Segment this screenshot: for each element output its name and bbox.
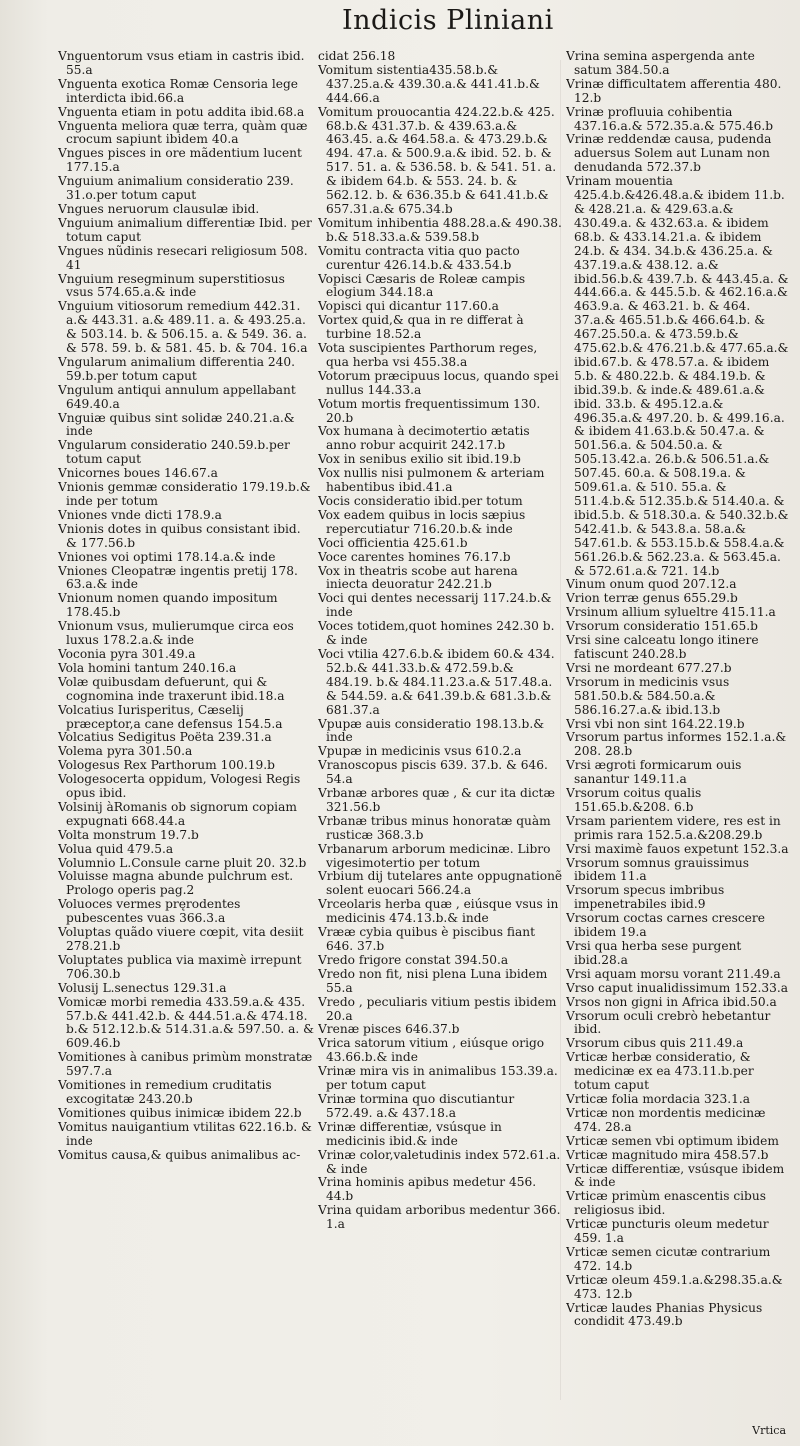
- index-entry: Volæ quibusdam defuerunt, qui & cognomina inde traxerunt ibid.18.a: [58, 674, 285, 703]
- index-entry: Vniones Cleopatræ ingentis pretij 178. 63.a.& inde: [58, 563, 298, 592]
- index-entry: Vrsos non gigni in Africa ibid.50.a: [566, 994, 777, 1009]
- index-entry: Vrticæ laudes Phanias Physicus condidit 473.49.b: [566, 1300, 763, 1329]
- index-entry: Voci qui dentes necessarij 117.24.b.& inde: [318, 591, 552, 620]
- index-entry: Vrbanarum arborum medicinæ. Libro vigesimotertio per totum: [318, 841, 551, 870]
- index-entry: Vrsorum cibus quis 211.49.a: [566, 1036, 744, 1051]
- index-entry: Vnguium animalium differentiæ Ibid. per totum caput: [58, 215, 312, 244]
- index-entry: Vrsi qua herba sese purgent ibid.28.a: [566, 939, 742, 967]
- index-entry: Vomitum sistentia435.58.b.& 437.25.a.& 439.30.a.& 441.41.b.& 444.66.a: [318, 62, 540, 105]
- index-entry: Vrsam parientem videre, res est in primis rara 152.5.a.&208.29.b: [566, 813, 781, 842]
- index-entry: Vngues nũdinis resecari religiosum 508. 41: [58, 243, 308, 272]
- index-entry: Vpupæ auis consideratio 198.13.b.& inde: [318, 716, 545, 745]
- index-entry: Volusij L.senectus 129.31.a: [58, 980, 227, 995]
- index-entry: Vredo , peculiaris vitium pestis ibidem 20.a: [318, 994, 557, 1023]
- index-entry: Volema pyra 301.50.a: [58, 744, 193, 759]
- index-entry: Vomitiones à canibus primùm monstratæ 597.7.a: [58, 1050, 313, 1079]
- index-entry: Vopisci qui dicantur 117.60.a: [318, 299, 499, 314]
- index-entry: Vnionis dotes in quibus consistant ibid. & 177.56.b: [58, 521, 301, 550]
- index-entry: Vniones voi optimi 178.14.a.& inde: [58, 549, 276, 564]
- index-entry: Voces totidem,quot homines 242.30 b. & inde: [318, 619, 555, 648]
- index-entry: Vpupæ in medicinis vsus 610.2.a: [318, 744, 522, 759]
- column-divider: [560, 60, 561, 1400]
- index-entry: Vrinæ tormina quo discutiantur 572.49. a.& 437.18.a: [318, 1091, 515, 1120]
- index-entry: Voluoces vermes pręrodentes pubescentes vuas 366.3.a: [58, 897, 241, 926]
- index-entry: Volcatius Sedigitus Poëta 239.31.a: [58, 730, 272, 745]
- index-entry: Vinum onum quod 207.12.a: [566, 577, 737, 592]
- index-entry: Voci vtilia 427.6.b.& ibidem 60.& 434. 52.b.& 441.33.b.& 472.59.b.& 484.19. b.& 484.11.23.a.& 517.48.a. & 544.59. a.& 641.39.b.& 681.3.b.& 681.37.a: [318, 646, 555, 717]
- index-entry: Vrsi ægroti formicarum ouis sanantur 149.11.a: [566, 758, 742, 787]
- index-entry: Vrticæ semen cicutæ contrarium 472. 14.b: [566, 1244, 771, 1273]
- index-entry: Vrbanæ arbores quæ , & cur ita dictæ 321.56.b: [318, 786, 555, 814]
- index-entry: Vopisci Cæsaris de Roleæ campis elogium 344.18.a: [318, 271, 526, 300]
- index-entry: Vox in theatris scobe aut harena iniecta deuoratur 242.21.b: [318, 563, 518, 592]
- index-entry: Voconia pyra 301.49.a: [58, 646, 196, 661]
- index-entry: Voce carentes homines 76.17.b: [318, 549, 511, 564]
- index-entry: Vrææ cybia quibus è piscibus fiant 646. 37.b: [318, 925, 535, 953]
- index-entry: cidat 256.18: [318, 50, 396, 63]
- index-entry: Volsinij àRomanis ob signorum copiam expugnati 668.44.a: [58, 799, 297, 828]
- running-title: Indicis Pliniani: [342, 5, 554, 36]
- index-entry: Vrsorum somnus grauissimus ibidem 11.a: [566, 855, 750, 884]
- index-entry: Vrinæ profluuia cohibentia 437.16.a.& 572.35.a.& 575.46.b: [566, 104, 774, 133]
- index-entry: Vrinæ color,valetudinis index 572.61.a. & inde: [318, 1147, 561, 1176]
- index-entry: Vrticæ non mordentis medicinæ 474. 28.a: [566, 1105, 766, 1134]
- index-entry: Vrbanæ tribus minus honoratæ quàm rusticæ 368.3.b: [318, 813, 551, 842]
- index-entry: Vnguenta etiam in potu addita ibid.68.a: [58, 104, 305, 119]
- index-entry: Vnionum nomen quando impositum 178.45.b: [58, 591, 278, 620]
- index-entry: Vrsorum in medicinis vsus 581.50.b.& 584.50.a.& 586.16.27.a.& ibid.13.b: [566, 674, 730, 717]
- index-entry: Vrinæ differentiæ, vsúsque in medicinis ibid.& inde: [318, 1119, 502, 1148]
- index-entry: Vrticæ herbæ consideratio, & medicinæ ex ea 473.11.b.per totum caput: [566, 1050, 754, 1093]
- index-entry: Vngularum animalium differentia 240. 59.b.per totum caput: [58, 354, 296, 383]
- index-entry: Vrticæ oleum 459.1.a.&298.35.a.& 473. 12.b: [566, 1272, 783, 1301]
- index-entry: Vrsorum consideratio 151.65.b: [566, 619, 758, 634]
- index-entry: Vrsinum allium sylueltre 415.11.a: [566, 605, 776, 620]
- index-entry: Vrticæ folia mordacia 323.1.a: [566, 1091, 751, 1106]
- index-entry: Vrsi ne mordeant 677.27.b: [566, 660, 732, 675]
- index-entry: Vomitus causa,& quibus animalibus ac-: [58, 1147, 301, 1162]
- index-entry: Vniones vnde dicti 178.9.a: [58, 507, 222, 522]
- index-entry: Vologesus Rex Parthorum 100.19.b: [58, 758, 275, 773]
- page-header: [0, 2, 800, 46]
- index-entry: Vnguium vitiosorum remedium 442.31. a.& 443.31. a.& 489.11. a. & 493.25.a. & 503.14. b. & 506.15. a. & 549. 36. a. & 578. 59. b. & 581. 45. b. & 704. 16.a: [58, 299, 308, 356]
- index-entry: Vrenæ pisces 646.37.b: [318, 1022, 460, 1037]
- index-entry: Vrina semina aspergenda ante satum 384.50.a: [566, 50, 755, 77]
- index-entry: Voluptas quãdo viuere cœpit, vita desiit 278.21.b: [58, 925, 304, 953]
- index-column-2: [318, 50, 563, 1440]
- index-entry: Volumnio L.Consule carne pluit 20. 32.b: [58, 855, 307, 870]
- index-entry: Vox nullis nisi pulmonem & arteriam habentibus ibid.41.a: [318, 466, 545, 495]
- index-entry: Voluptates publica via maximè irrepunt 706.30.b: [58, 952, 302, 981]
- index-entry: Vrsorum coctas carnes crescere ibidem 19.a: [566, 911, 765, 940]
- index-entry: Vnguium resegminum superstitiosus vsus 574.65.a.& inde: [58, 271, 285, 300]
- index-entry: Vox eadem quibus in locis sæpius repercutiatur 716.20.b.& inde: [318, 507, 526, 536]
- index-entry: Vnionis gemmæ consideratio 179.19.b.& inde per totum: [58, 480, 311, 508]
- index-entry: Vrsi vbi non sint 164.22.19.b: [566, 716, 745, 731]
- index-entry: Vrso caput inualidissimum 152.33.a: [566, 980, 788, 995]
- index-entry: Vola homini tantum 240.16.a: [58, 660, 237, 675]
- index-entry: Votorum præcipuus locus, quando spei nullus 144.33.a: [318, 368, 559, 397]
- index-entry: Vomitu contracta vitia quo pacto curentur 426.14.b.& 433.54.b: [318, 243, 520, 272]
- index-entry: Voluisse magna abunde pulchrum est. Prologo operis pag.2: [58, 869, 294, 898]
- index-entry: Vrinæ mira vis in animalibus 153.39.a. per totum caput: [318, 1064, 558, 1093]
- index-entry: Vota suscipientes Parthorum reges, qua herba vsi 455.38.a: [318, 341, 538, 369]
- index-entry: Vrina quidam arboribus medentur 366. 1.a: [318, 1203, 561, 1232]
- index-column-1: [58, 50, 314, 1440]
- index-entry: Vranoscopus piscis 639. 37.b. & 646. 54.a: [318, 758, 548, 787]
- index-entry: Vrsorum oculi crebrò hebetantur ibid.: [566, 1008, 771, 1037]
- index-entry: Vrticæ magnitudo mira 458.57.b: [566, 1147, 769, 1162]
- index-entry: Vrticæ primùm enascentis cibus religiosus ibid.: [566, 1189, 766, 1218]
- index-entry: Vrsi sine calceatu longo itinere fatiscunt 240.28.b: [566, 633, 759, 661]
- catchword: Vrtica: [752, 1424, 786, 1437]
- index-entry: Volua quid 479.5.a: [58, 841, 174, 856]
- index-entry: Volta monstrum 19.7.b: [58, 827, 199, 842]
- index-entry: Vologesocerta oppidum, Vologesi Regis opus ibid.: [58, 772, 301, 801]
- index-entry: Vnguium animalium consideratio 239. 31.o.per totum caput: [58, 174, 294, 203]
- index-entry: Vocis consideratio ibid.per totum: [318, 494, 523, 508]
- index-entry: Vrsorum specus imbribus impenetrabiles ibid.9: [566, 883, 725, 912]
- index-entry: Vrticæ puncturis oleum medetur 459. 1.a: [566, 1217, 769, 1246]
- index-entry: Vomicæ morbi remedia 433.59.a.& 435. 57.b.& 441.42.b. & 444.51.a.& 474.18. b.& 512.12.b.& 514.31.a.& 597.50. a. & 609.46.b: [58, 994, 314, 1051]
- index-entry: Vngues neruorum clausulæ ibid.: [58, 201, 260, 216]
- index-entry: Vox humana à decimotertio ætatis anno robur acquirit 242.17.b: [318, 424, 530, 453]
- index-entry: Vrsorum partus informes 152.1.a.& 208. 28.b: [566, 730, 787, 759]
- index-entry: Vnicornes boues 146.67.a: [58, 466, 218, 481]
- index-entry: Vomitum prouocantia 424.22.b.& 425. 68.b.& 431.37.b. & 439.63.a.& 463.45. a.& 464.58.a. & 473.29.b.& 494. 47.a. & 500.9.a.& ibid. 52. b. & 517. 51. a. & 536.58. b. & 541. 51. a. & ibidem 64.b. & 553. 24. b. & 562.12. b. & 636.35.b & 641.41.b.& 657.31.a.& 675.34.b: [318, 104, 557, 216]
- index-entry: Vomitum inhibentia 488.28.a.& 490.38. b.& 518.33.a.& 539.58.b: [318, 215, 562, 244]
- index-entry: Vngues pisces in ore mãdentium lucent 177.15.a: [58, 146, 302, 175]
- index-entry: Vrceolaris herba quæ , eiúsque vsus in medicinis 474.13.b.& inde: [318, 897, 559, 926]
- index-entry: Vrticæ semen vbi optimum ibidem: [566, 1133, 779, 1148]
- index-entry: Vox in senibus exilio sit ibid.19.b: [318, 452, 521, 467]
- index-entry: Vomitus nauigantium vtilitas 622.16.b. & inde: [58, 1119, 312, 1148]
- index-entry: Vrion terræ genus 655.29.b: [566, 591, 738, 606]
- index-entry: Voci officientia 425.61.b: [318, 535, 468, 550]
- index-column-3: [566, 50, 791, 1440]
- index-entry: Vngulum antiqui annulum appellabant 649.40.a: [58, 382, 296, 411]
- index-entry: Vrsi maximè fauos expetunt 152.3.a: [566, 841, 789, 856]
- index-entry: Vomitiones in remedium cruditatis excogitatæ 243.20.b: [58, 1078, 272, 1106]
- index-entry: Vngularum consideratio 240.59.b.per totum caput: [58, 438, 290, 467]
- index-entry: Vnguenta meliora quæ terra, quàm quæ crocum sapiunt ibidem 40.a: [58, 118, 308, 147]
- index-entry: Vrica satorum vitium , eiúsque origo 43.66.b.& inde: [318, 1036, 545, 1065]
- index-entry: Vrbium dij tutelares ante oppugnationẽ solent euocari 566.24.a: [318, 869, 563, 898]
- index-entry: Vnguiæ quibus sint solidæ 240.21.a.& inde: [58, 410, 295, 439]
- index-entry: Vrsi aquam morsu vorant 211.49.a: [566, 966, 781, 981]
- index-entry: Vomitiones quibus inimicæ ibidem 22.b: [58, 1105, 302, 1120]
- index-entry: Vredo frigore constat 394.50.a: [318, 952, 509, 967]
- index-entry: Vnguentorum vsus etiam in castris ibid. 55.a: [58, 50, 305, 77]
- index-entry: Vrticæ differentiæ, vsúsque ibidem & inde: [566, 1161, 785, 1190]
- index-entry: Vrinæ difficultatem afferentia 480. 12.b: [566, 76, 782, 105]
- index-entry: Vrina hominis apibus medetur 456. 44.b: [318, 1175, 537, 1204]
- index-entry: Vnionum vsus, mulierumque circa eos luxus 178.2.a.& inde: [58, 619, 294, 648]
- index-entry: Volcatius Iurisperitus, Cæselij præceptor,a cane defensus 154.5.a: [58, 702, 283, 731]
- index-entry: Vrsorum coitus qualis 151.65.b.&208. 6.b: [566, 786, 702, 814]
- index-entry: Votum mortis frequentissimum 130. 20.b: [318, 396, 541, 425]
- index-entry: Vrinæ reddendæ causa, pudenda aduersus Solem aut Lunam non denudanda 572.37.b: [566, 132, 772, 175]
- index-entry: Vortex quid,& qua in re differat à turbine 18.52.a: [318, 313, 524, 342]
- index-entry: Vrinam mouentia 425.4.b.&426.48.a.& ibidem 11.b. & 428.21.a. & 429.63.a.& 430.49.a. & 432.63.a. & ibidem 68.b. & 433.14.21.a. & ibidem 24.b. & 434. 34.b.& 436.25.a. & 437.19.a.& 438.12. a.& ibid.56.b.& 439.7.b. & 443.45.a. & 444.66.a. & 445.5.b. & 462.16.a.& 463.9.a. & 463.21. b. & 464. 37.a.& 465.51.b.& 466.64.b. & 467.25.50.a. & 473.59.b.& 475.62.b.& 476.21.b.& 477.65.a.& ibid.67.b. & 478.57.a. & ibidem 5.b. & 480.22.b. & 484.19.b. & ibid.39.b. & inde.& 489.61.a.& ibid. 33.b. & 495.12.a.& 496.35.a.& 497.20. b. & 499.16.a. & ibidem 41.63.b.& 50.47.a. & 501.56.a. & 504.50.a. & 505.13.42.a. 26.b.& 506.51.a.& 507.45. 60.a. & 508.19.a. & 509.61.a. & 510. 55.a. & 511.4.b.& 512.35.b.& 514.40.a. & ibid.5.b. & 518.30.a. & 540.32.b.& 542.41.b. & 543.8.a. 58.a.& 547.61.b. & 553.15.b.& 558.4.a.& 561.26.b.& 562.23.a. & 563.45.a. & 572.61.a.& 721. 14.b: [566, 174, 789, 578]
- index-entry: Vredo non fit, nisi plena Luna ibidem 55.a: [318, 966, 548, 995]
- index-entry: Vnguenta exotica Romæ Censoria lege interdicta ibid.66.a: [58, 76, 298, 105]
